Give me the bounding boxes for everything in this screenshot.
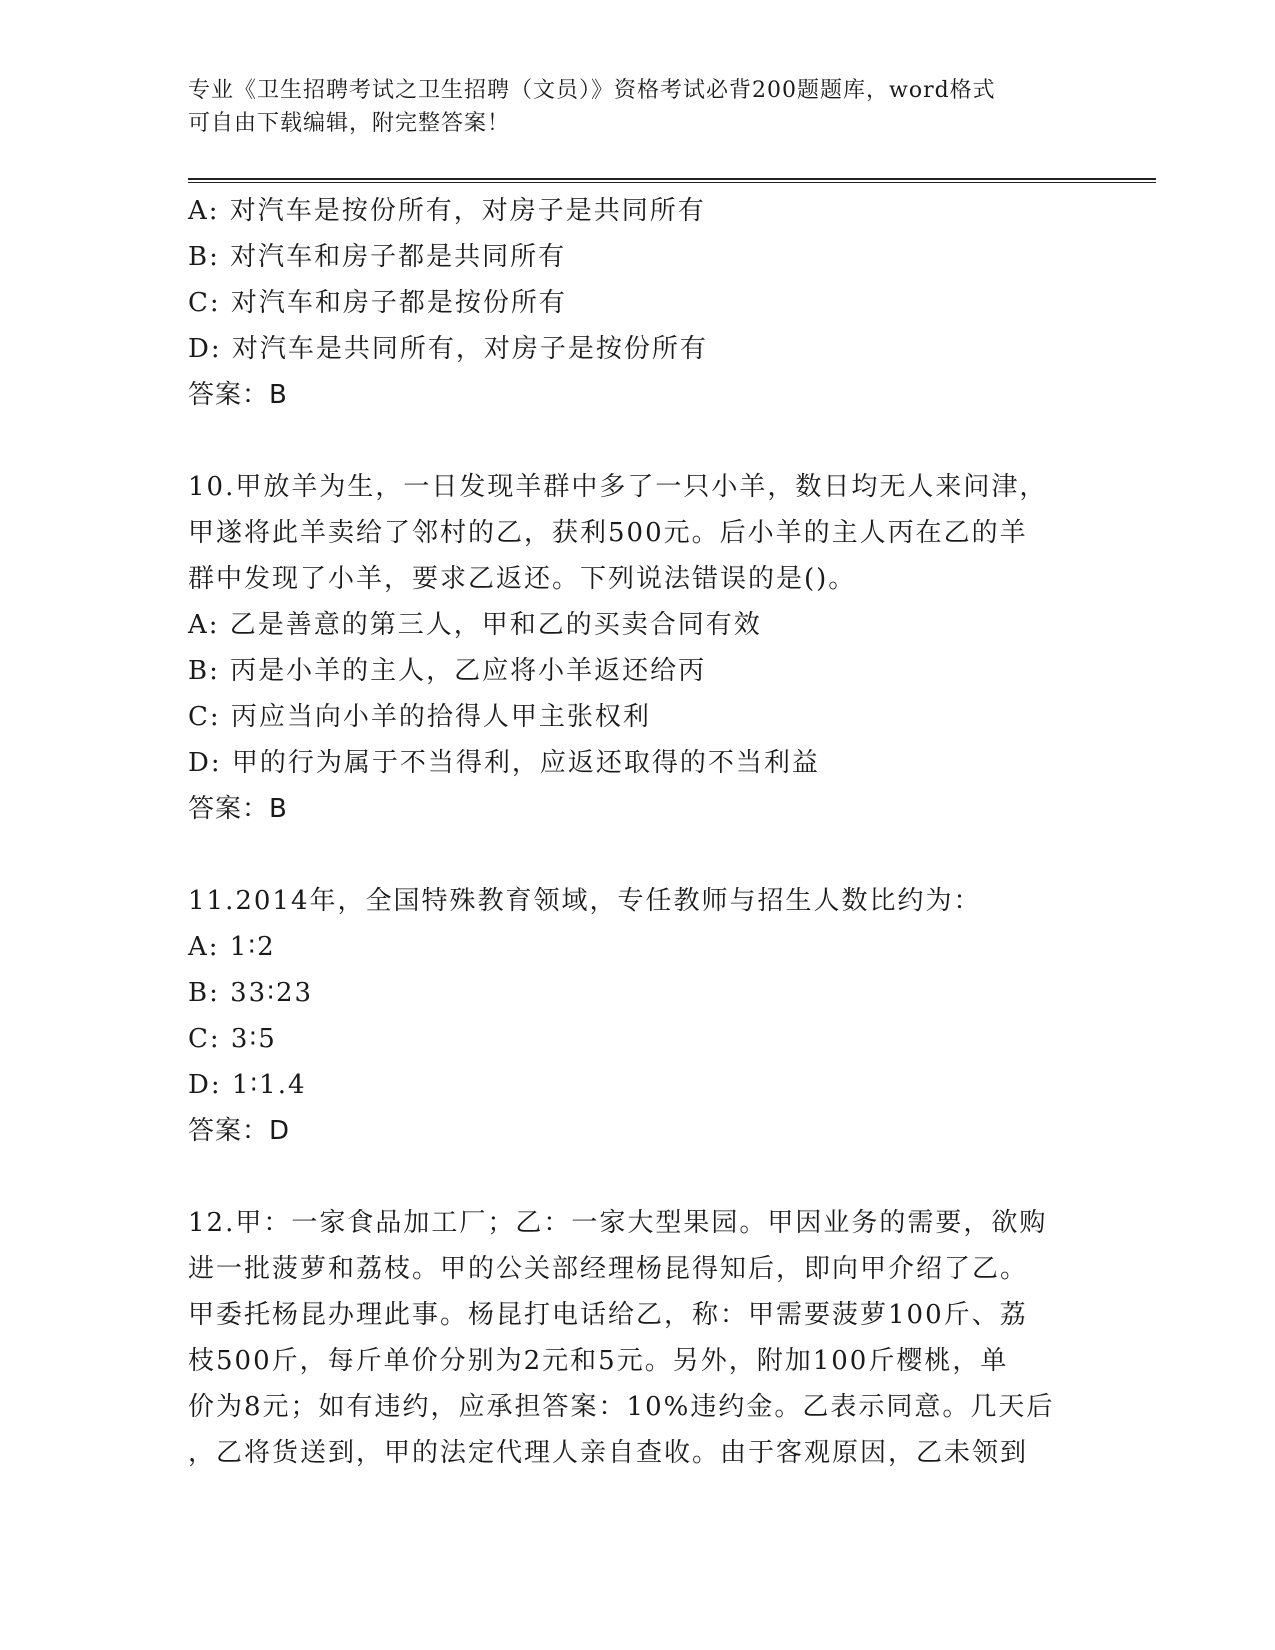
question-list: [188, 188, 1088, 1476]
question-stem-line: 进一批菠萝和荔枝。甲的公关部经理杨昆得知后，即向甲介绍了乙。: [188, 1254, 1029, 1284]
question-11: [188, 878, 1088, 1154]
question-stem-line: 10.甲放羊为生，一日发现羊群中多了一只小羊，数日均无人来问津，: [188, 472, 1048, 502]
header-line-2: 可自由下载编辑，附完整答案！: [188, 111, 511, 136]
option-a: A: 乙是善意的第三人，甲和乙的买卖合同有效: [188, 610, 762, 640]
spacer: [188, 832, 1088, 878]
option-b: B: 对汽车和房子都是共同所有: [188, 242, 567, 272]
question-stem-line: 群中发现了小羊，要求乙返还。下列说法错误的是()。: [188, 564, 857, 594]
question-stem-line: 枝500斤，每斤单价分别为2元和5元。另外，附加100斤樱桃，单: [188, 1346, 1009, 1376]
option-a: A: 对汽车是按份所有，对房子是共同所有: [188, 196, 706, 226]
answer: 答案：B: [188, 794, 288, 824]
question-12: [188, 1200, 1088, 1476]
question-stem-line: 11.2014年，全国特殊教育领域，专任教师与招生人数比约为：: [188, 886, 982, 916]
option-b: B: 丙是小羊的主人，乙应将小羊返还给丙: [188, 656, 707, 686]
option-d: D: 对汽车是共同所有，对房子是按份所有: [188, 334, 708, 364]
answer: 答案：B: [188, 380, 288, 410]
question-stem-line: 甲遂将此羊卖给了邻村的乙，获利500元。后小羊的主人丙在乙的羊: [188, 518, 1028, 548]
option-b: B: 33∶23: [188, 978, 314, 1008]
spacer: [188, 418, 1088, 464]
question-9: [188, 188, 1088, 418]
spacer: [188, 1154, 1088, 1200]
option-a: A: 1∶2: [188, 932, 276, 962]
option-c: C: 丙应当向小羊的拾得人甲主张权利: [188, 702, 651, 732]
question-stem-line: 甲委托杨昆办理此事。杨昆打电话给乙，称：甲需要菠萝100斤、荔: [188, 1300, 1028, 1330]
question-stem-line: 12.甲：一家食品加工厂；乙：一家大型果园。甲因业务的需要，欲购: [188, 1208, 1048, 1238]
option-c: C: 3∶5: [188, 1024, 277, 1054]
header-line-1: 专业《卫生招聘考试之卫生招聘（文员）》资格考试必背200题题库，word格式: [188, 78, 996, 103]
header-divider: [188, 178, 1156, 183]
option-d: D: 甲的行为属于不当得利，应返还取得的不当利益: [188, 748, 820, 778]
question-10: [188, 464, 1088, 832]
option-c: C: 对汽车和房子都是按份所有: [188, 288, 567, 318]
question-stem-line: ，乙将货送到，甲的法定代理人亲自查收。由于客观原因，乙未领到: [188, 1438, 1029, 1468]
page-header: [188, 74, 1068, 140]
answer: 答案：D: [188, 1116, 291, 1146]
option-d: D: 1∶1.4: [188, 1070, 307, 1100]
question-stem-line: 价为8元；如有违约，应承担答案：10%违约金。乙表示同意。几天后: [188, 1392, 1055, 1422]
